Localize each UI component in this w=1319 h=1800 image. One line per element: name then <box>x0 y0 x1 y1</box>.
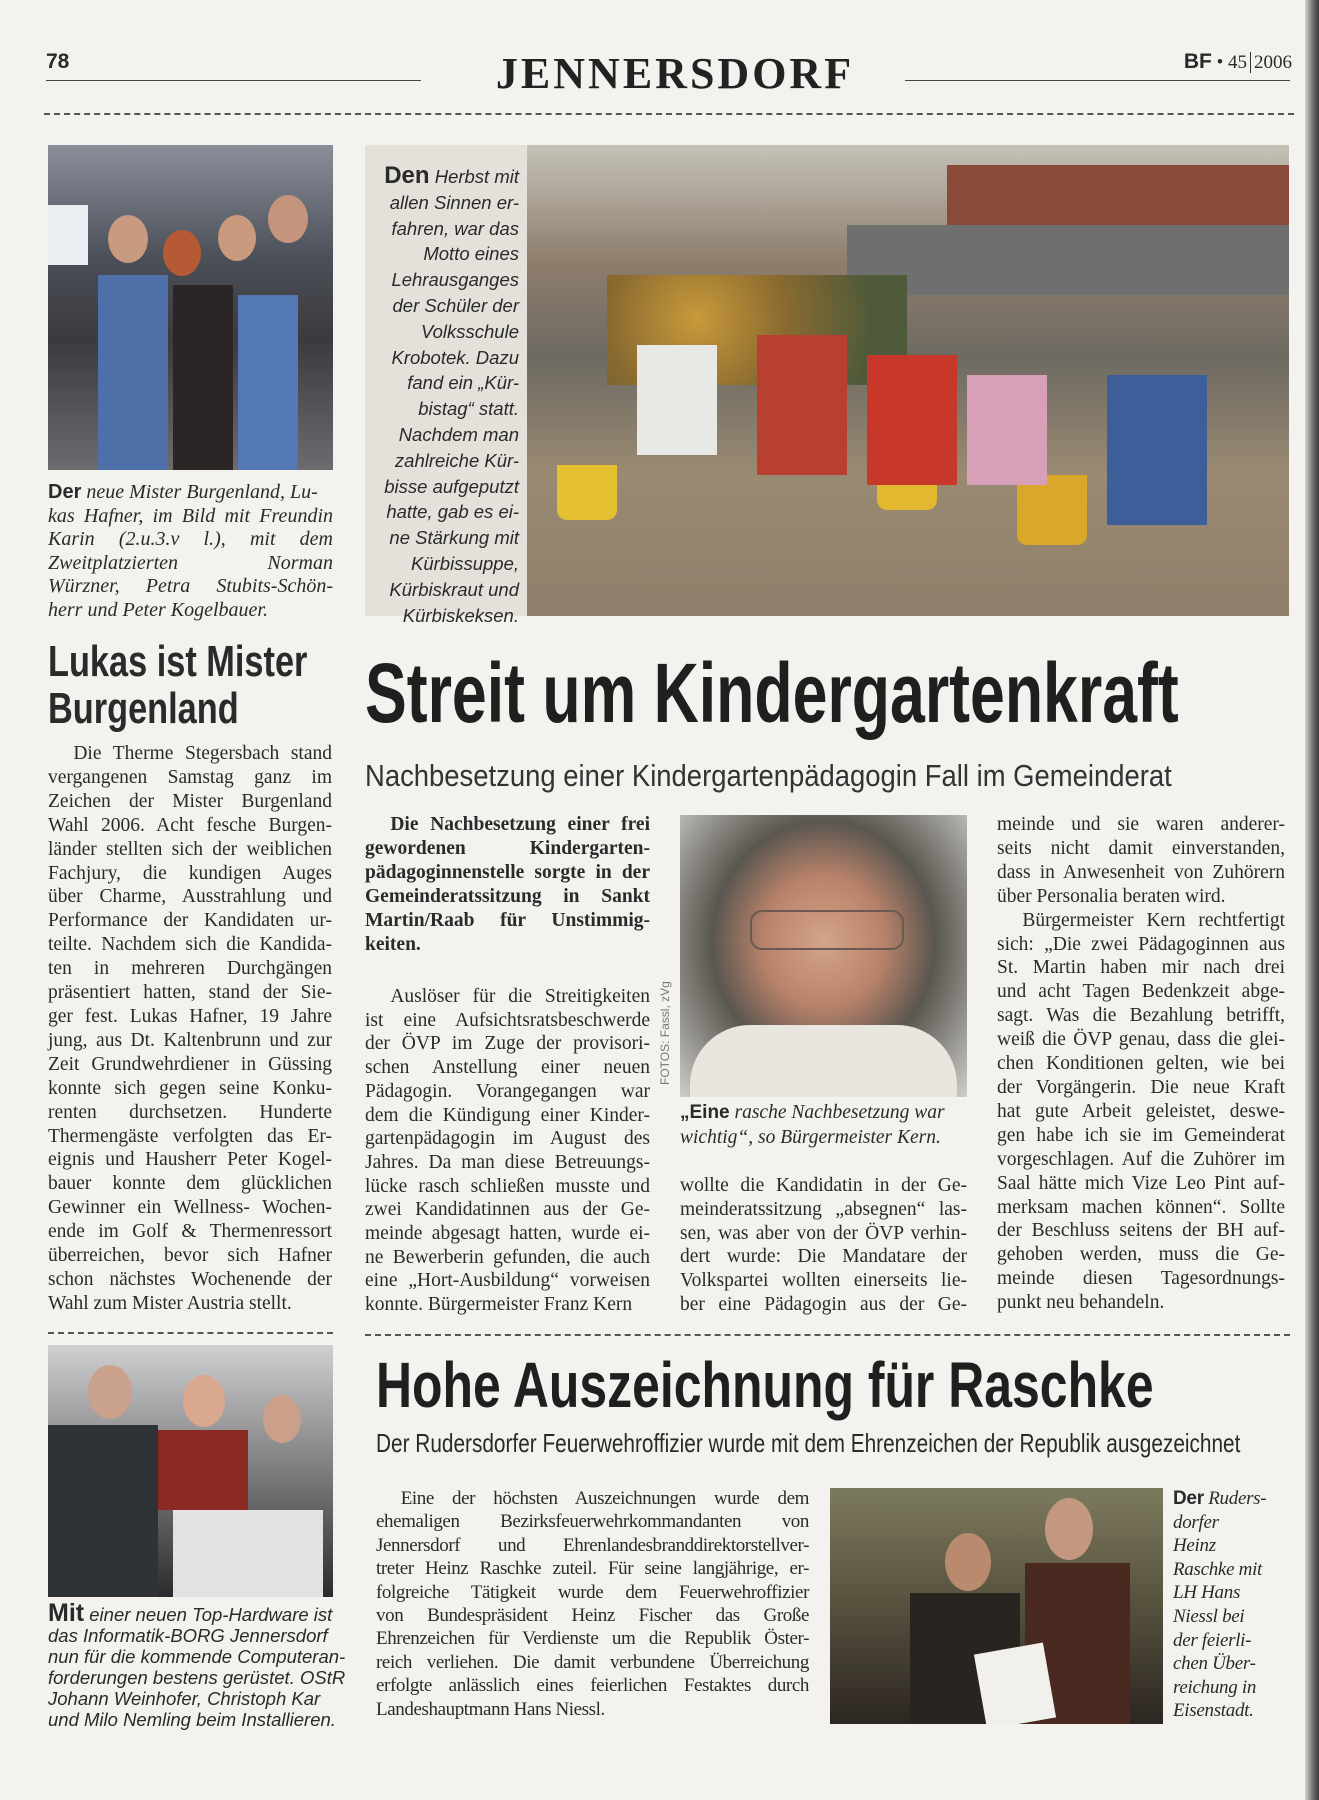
text-line: vorgeschlagen. Auf die Zuhörer im <box>997 1148 1285 1170</box>
text-line: pädagoginnenstelle sorgte in der <box>365 862 650 883</box>
person-head <box>88 1365 132 1419</box>
person-head <box>163 230 201 276</box>
caption-raschke <box>1173 1487 1285 1723</box>
caption-text: einer neuen Top-Hardware ist <box>89 1604 333 1625</box>
text-line: dem die Kündigung einer Kinder- <box>365 1104 650 1126</box>
person-head <box>218 215 256 261</box>
caption-line: LH Hans <box>1173 1582 1241 1604</box>
headline-mister-burgenland <box>48 638 307 732</box>
text-line: gewordenen Kindergarten- <box>365 838 650 859</box>
caption-mister-burgenland <box>48 481 333 622</box>
text-line: punkt neu behandeln. <box>997 1292 1165 1314</box>
caption-line: chen Über- <box>1173 1653 1256 1675</box>
photo-pumpkin-day <box>527 145 1289 616</box>
text-line: Wahl zum Mister Austria stellt. <box>48 1292 292 1314</box>
headline-line: Burgenland <box>48 684 239 733</box>
photo-credit: FOTOS: Fassl, zVg <box>658 981 672 1085</box>
subheadline-raschke: Der Rudersdorfer Feuerwehroffizier wurde mit dem Ehrenzeichen der Republik ausgezeichnet <box>376 1428 1241 1458</box>
text-line: über Charme, Ausstrahlung und <box>48 886 332 908</box>
caption-lead: Der <box>48 481 82 503</box>
text-line: der Vorgängerin. Die neue Kraft <box>997 1076 1285 1098</box>
yellow-bucket <box>1017 475 1087 545</box>
child <box>757 335 847 475</box>
text-line: dert wurde: Die Mandatare der <box>680 1246 967 1268</box>
text-line: reich verliehen. Die damit verbundene Überreichung <box>376 1651 809 1673</box>
caption-text: neue Mister Burgenland, Lu- <box>86 481 318 503</box>
person-body <box>48 1425 158 1597</box>
person-body <box>173 285 233 470</box>
caption-line: Kürbissuppe, <box>411 552 519 574</box>
text-line: wollte die Kandidatin in der Ge- <box>680 1175 967 1196</box>
text-line: Jahres. Da man diese Betreuungs- <box>365 1151 650 1173</box>
caption-line: Würzner, Petra Stubits-Schön- <box>48 575 333 597</box>
headline-line: Lukas ist Mister <box>48 637 308 686</box>
text-line: Zeit Grundwehrdiener in Güssing <box>48 1053 332 1075</box>
caption-line: forderungen bestens gerüstet. OStR <box>48 1667 346 1688</box>
caption-line: zahlreiche Kür- <box>394 449 519 471</box>
text-line: meinde und sie waren anderer- <box>997 814 1285 835</box>
text-line: Bürgermeister Kern rechtfertigt <box>1022 909 1285 931</box>
caption-line: fand ein „Kür- <box>407 372 519 394</box>
child <box>967 375 1047 485</box>
text-line: Saal hätte mich Vize Leo Pint auf- <box>997 1172 1285 1194</box>
person-head <box>945 1533 991 1591</box>
caption-line: Volksschule <box>420 320 519 342</box>
text-line: merksam machen können“. Sollte <box>997 1196 1285 1218</box>
page-number: 78 <box>46 50 70 73</box>
text-line: Zeichen der Mister Burgenland <box>48 790 332 812</box>
text-line: ne Bewerberin gefunden, die auch <box>365 1246 650 1268</box>
text-line: Die Nachbesetzung einer frei <box>390 814 650 835</box>
person-head <box>108 215 148 263</box>
caption-line: und Milo Nemling beim Installieren. <box>48 1709 336 1730</box>
text-line: gartenpädagogin im August des <box>365 1128 650 1150</box>
text-line: Martin/Raab für Unstimmig- <box>365 910 650 931</box>
publication-name: BF <box>1183 50 1212 73</box>
article-body-mister <box>48 742 332 1316</box>
caption-line <box>48 1599 333 1627</box>
text-line: dass in Anwesenheit von Zuhörern <box>997 861 1285 883</box>
text-line: länder stellten sich der weiblichen <box>48 838 332 860</box>
text-line: Landeshauptmann Hans Niessl. <box>376 1698 605 1720</box>
text-line: präsentiert hatten, stand der Sie- <box>48 982 332 1004</box>
text-line: treter Heinz Raschke zuteil. Für seine langjährige, er- <box>376 1558 809 1580</box>
shirt <box>690 1025 957 1097</box>
text-line: überreichen, bevor sich Hafner <box>48 1245 332 1267</box>
caption-line: bisse aufgeputzt <box>384 475 519 497</box>
text-line: Die Therme Stegersbach stand <box>73 743 332 764</box>
therme-logo-sign <box>48 205 88 265</box>
header-rule-left <box>46 80 421 81</box>
subheadline-kindergarten: Nachbesetzung einer Kindergartenpädagogin Fall im Gemeinderat <box>365 758 1172 793</box>
issue-year: 2006 <box>1254 52 1292 73</box>
text-line: renten durchsetzen. Hunderte <box>48 1101 332 1123</box>
caption-lead: Der <box>1173 1488 1204 1509</box>
text-line: teilte. Nachdem sich die Kandida- <box>48 934 332 956</box>
text-line: Ehrenzeichen für Verdienste um die Republik Öster- <box>376 1628 809 1650</box>
text-line: seits nicht damit einverstanden, <box>997 837 1285 859</box>
text-line: konnte sich gegen seine Konku- <box>48 1077 332 1099</box>
text-line: Wahl 2006. Acht fesche Burgen- <box>48 814 332 836</box>
issue-number: 45 <box>1228 52 1247 73</box>
caption-line <box>369 163 519 190</box>
text-line: lücke rasch schließen musste und <box>365 1175 650 1197</box>
text-line: schon nächstes Wochenende der <box>48 1268 332 1290</box>
person-head <box>1045 1498 1093 1560</box>
caption-line: Nachdem man <box>398 423 519 445</box>
text-line: ehemaligen Bezirksfeuerwehrkommandanten von <box>376 1511 809 1533</box>
text-line: meinderatssitzung „absegnen“ las- <box>680 1198 967 1220</box>
text-line: eignis und Hausherr Peter Kogel- <box>48 1149 332 1171</box>
text-line: Gewinner ein Wellness- Wochen- <box>48 1197 332 1219</box>
computer-towers <box>173 1510 323 1597</box>
person-body <box>158 1430 248 1510</box>
text-line: schen Anstellung einer neuen <box>365 1057 650 1079</box>
photo-mayor-kern <box>680 815 967 1097</box>
bullet: • <box>1216 52 1224 73</box>
caption-lead: „Eine <box>680 1102 730 1123</box>
text-line: zwei Kandidatinnen aus der Ge- <box>365 1199 650 1221</box>
text-line: Gemeinderatssitzung in Sankt <box>365 886 650 907</box>
text-line: hat gute Arbeit geleistet, deswe- <box>997 1100 1285 1122</box>
text-line: Auslöser für die Streitigkeiten <box>390 986 650 1007</box>
text-line: von Bundespräsident Heinz Fischer das Große <box>376 1605 809 1627</box>
caption-line: Kürbiskeksen. <box>402 604 519 626</box>
caption-line: fahren, war das <box>391 217 519 239</box>
text-line: vergangenen Samstag ganz im <box>48 766 332 788</box>
text-line: Performance der Kandidaten ur- <box>48 910 332 932</box>
text-line: gehoben werden, muss die Ge- <box>997 1244 1285 1266</box>
text-line: weiß die ÖVP genau, dass die glei- <box>997 1029 1285 1051</box>
issue-info <box>1120 50 1292 74</box>
text-line: Eine der höchsten Auszeichnungen wurde dem <box>400 1488 809 1509</box>
caption-line: Karin (2.u.3.v l.), mit dem <box>48 528 333 550</box>
article-col2-kindergarten <box>680 1174 967 1317</box>
caption-line: Johann Weinhofer, Christoph Kar <box>48 1688 321 1709</box>
article-col3-kindergarten <box>997 813 1285 1315</box>
caption-line: Zweitplatzierten Norman <box>48 551 333 574</box>
caption-line: wichtig“, so Bürgermeister Kern. <box>680 1127 941 1148</box>
caption-lead: Mit <box>48 1599 85 1627</box>
caption-line: allen Sinnen er- <box>389 191 519 213</box>
towel <box>98 275 168 470</box>
caption-line: herr und Peter Kogelbauer. <box>48 598 268 621</box>
text-line: ist eine Aufsichtsratsbeschwerde <box>365 1009 650 1031</box>
caption-line: kas Hafner, im Bild mit Freundin <box>48 504 333 527</box>
caption-lead: Den <box>384 162 430 189</box>
caption-line <box>680 1100 970 1125</box>
text-line: St. Martin haben mir nach drei <box>997 957 1285 979</box>
certificate <box>974 1642 1056 1724</box>
text-line: erfolgte anlässlich eines feierlichen Festaktes durch <box>376 1675 809 1697</box>
caption-line: Raschke mit <box>1173 1558 1263 1580</box>
caption-line: Lehrausganges <box>391 269 519 291</box>
headline-kindergarten: Streit um Kindergartenkraft <box>365 646 1179 740</box>
mid-dashed-divider <box>365 1334 1290 1336</box>
text-line: ger fest. Lukas Hafner, 19 Jahre <box>48 1005 332 1027</box>
text-line: konnte. Bürgermeister Franz Kern <box>365 1294 633 1316</box>
caption-computer <box>48 1599 346 1730</box>
text-line: ende im Golf & Thermenressort <box>48 1221 332 1243</box>
caption-line <box>48 481 333 505</box>
text-line: bauer konnte dem glücklichen <box>48 1173 332 1195</box>
left-dashed-divider <box>48 1332 333 1334</box>
caption-line: Kürbiskraut und <box>389 578 519 600</box>
text-line: über Personalia beraten wird. <box>997 885 1226 907</box>
caption-line: Krobotek. Dazu <box>391 346 519 368</box>
person-head <box>263 1395 301 1443</box>
text-line: meinde diesen Tagesordnungs- <box>997 1268 1285 1290</box>
caption-text: rasche Nachbesetzung war <box>734 1102 945 1123</box>
text-line: und acht Tagen Bedenkzeit abge- <box>997 981 1285 1003</box>
caption-line: bistag“ statt. <box>418 398 519 420</box>
photo-mister-burgenland <box>48 145 333 470</box>
text-line: eine „Hort-Ausbildung“ vorweisen <box>365 1270 650 1292</box>
photo-computer-hardware <box>48 1345 333 1597</box>
caption-line: der feierli- <box>1173 1629 1252 1651</box>
caption-line: hatte, gab es ei- <box>386 501 519 523</box>
child <box>1107 375 1207 525</box>
caption-line: der Schüler der <box>392 294 519 316</box>
section-title: JENNERSDORF <box>495 49 855 98</box>
text-line: sagt. Was die Bezahlung betrifft, <box>997 1005 1285 1027</box>
header-rule-right <box>905 80 1290 81</box>
lead-kindergarten <box>365 813 650 957</box>
text-line: ber eine Pädagogin aus der Ge- <box>680 1293 967 1315</box>
text-line: meinde abgesagt hatten, wurde ei- <box>365 1223 650 1245</box>
person-head <box>268 195 308 243</box>
caption-line: Niessl bei <box>1173 1605 1245 1627</box>
child <box>637 345 717 455</box>
caption-line: Heinz <box>1173 1535 1216 1557</box>
caption-text: Herbst mit <box>434 166 519 187</box>
article-col1-kindergarten <box>365 985 650 1317</box>
headline-raschke: Hohe Auszeichnung für Raschke <box>376 1349 1154 1421</box>
header-dashed-divider <box>44 113 1294 115</box>
caption-line: Eisenstadt. <box>1173 1700 1254 1722</box>
caption-text: Ruders- <box>1208 1488 1267 1509</box>
text-line: sen, was aber von der ÖVP verhin- <box>680 1222 967 1244</box>
caption-box-pumpkin <box>365 145 527 626</box>
caption-line <box>1173 1487 1285 1511</box>
caption-line: nun für die kommende Computeran- <box>48 1646 346 1667</box>
caption-line: ne Stärkung mit <box>389 527 519 549</box>
text-line: folgreiche Tätigkeit wurde dem Feuerwehroffizier <box>376 1581 809 1603</box>
text-line: Fachjury, die kundigen Auges <box>48 862 332 884</box>
article-body-raschke <box>376 1487 809 1721</box>
text-line: der Beschluss seitens der BH auf- <box>997 1220 1285 1242</box>
caption-line: dorfer <box>1173 1511 1219 1533</box>
caption-pumpkin <box>369 163 519 628</box>
text-line: Volkspartei wollten einerseits lie- <box>680 1270 967 1292</box>
text-line: keiten. <box>365 934 421 955</box>
text-line: sich: „Die zwei Pädagoginnen aus <box>997 933 1285 955</box>
text-line: jung, aus Dt. Kaltenbrunn und zur <box>48 1029 332 1051</box>
stone-wall <box>847 225 1289 295</box>
text-line: chen Konditionen gelten, wie bei <box>997 1053 1285 1075</box>
glasses <box>750 910 904 950</box>
scan-edge-shadow <box>1305 0 1319 1800</box>
photo-raschke-ceremony <box>830 1488 1163 1724</box>
text-line: der ÖVP im Zuge der provisori- <box>365 1033 650 1055</box>
issue-separator <box>1250 52 1251 73</box>
towel <box>238 295 298 470</box>
child <box>867 355 957 485</box>
caption-mayor <box>680 1100 970 1150</box>
caption-line: reichung in <box>1173 1676 1257 1698</box>
caption-line: Motto eines <box>423 243 519 265</box>
text-line: gen habe ich sie im Gemeinderat <box>997 1124 1285 1146</box>
text-line: Pädagogin. Vorangegangen war <box>365 1080 650 1102</box>
text-line: ten in mehreren Durchgängen <box>48 958 332 980</box>
text-line: Thermengäste verfolgten das Er- <box>48 1125 332 1147</box>
caption-line: das Informatik-BORG Jennersdorf <box>48 1625 328 1646</box>
text-line: Jennersdorf und Ehrenlandesbranddirektorstellver- <box>376 1534 809 1556</box>
person-head <box>183 1375 225 1427</box>
yellow-bucket <box>557 465 617 520</box>
